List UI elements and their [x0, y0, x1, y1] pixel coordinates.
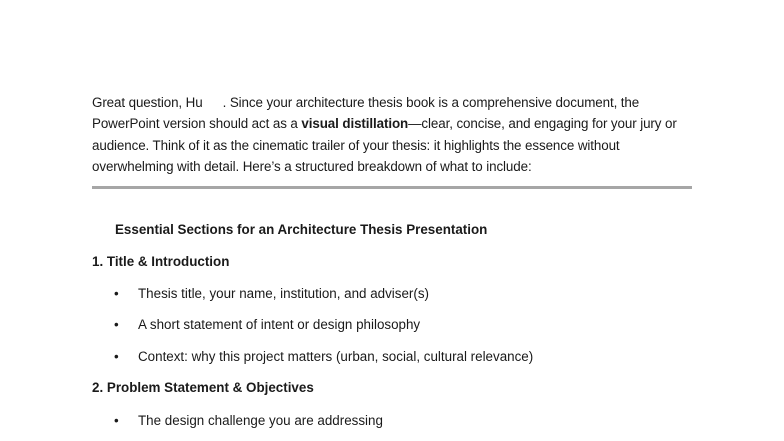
list-item-text: Context: why this project matters (urban, social, cultural relevance) — [138, 349, 534, 364]
list-item-text: The design challenge you are addressing — [138, 413, 383, 428]
bullet-icon: • — [114, 413, 119, 428]
intro-text-3: —clear, concise, and engaging for your jury or audience. Think of it as the cinematic trailer of your thesis: it highlights the essence without overwhelming with detail. Here’s a structured breakdown of what to include: — [92, 116, 677, 174]
section-title-1: 1. Title & Introduction — [92, 254, 230, 269]
bullet-icon: • — [114, 349, 119, 364]
intro-paragraph — [92, 92, 702, 177]
bullet-icon: • — [114, 317, 119, 332]
section-title-2: 2. Problem Statement & Objectives — [92, 380, 314, 395]
intro-text-2: . Since your architecture thesis book is a comprehensive document, the PowerPoint version should act as a — [92, 95, 640, 132]
section-heading: Essential Sections for an Architecture Thesis Presentation — [115, 222, 488, 237]
list-item-text: Thesis title, your name, institution, and adviser(s) — [138, 286, 429, 301]
list-item-text: A short statement of intent or design philosophy — [138, 317, 421, 332]
bullet-icon: • — [114, 286, 119, 301]
intro-bold-text: visual distillation — [301, 116, 409, 132]
intro-text-1: Great question, Hu — [92, 95, 203, 110]
horizontal-rule — [92, 186, 692, 189]
